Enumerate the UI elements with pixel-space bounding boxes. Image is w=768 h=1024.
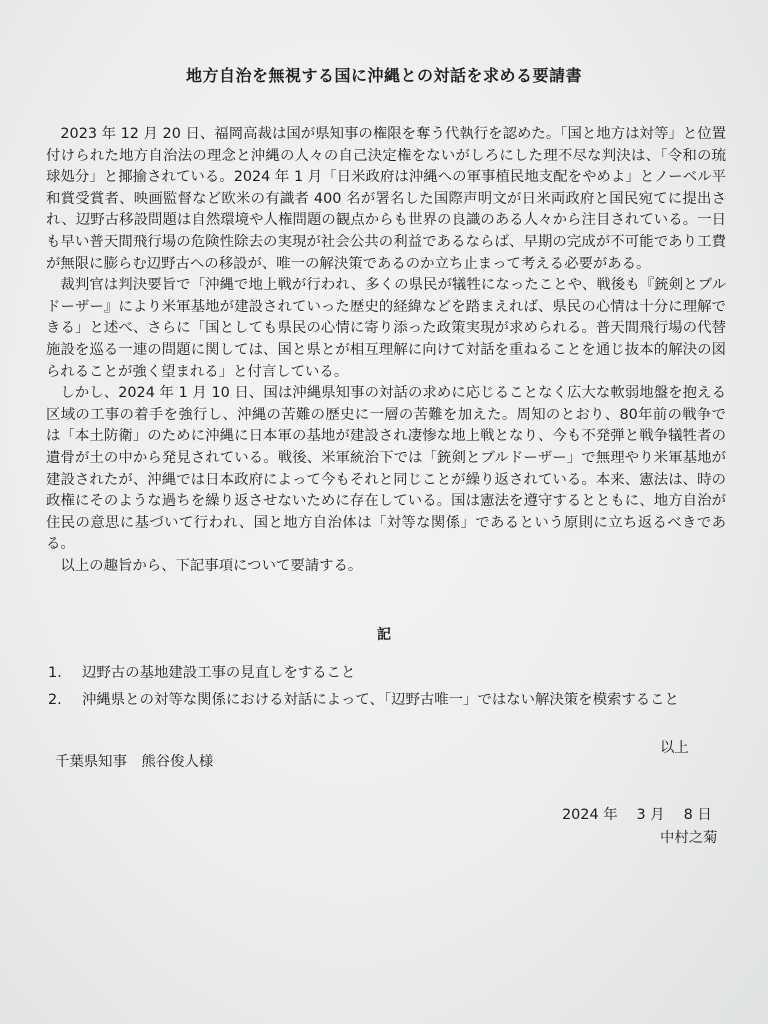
request-item [48, 660, 738, 687]
body-paragraph-3: しかし、2024 年 1 月 10 日、国は沖縄県知事の対話の求めに応じることなく広大な軟弱地盤を抱える区域の工事の着手を強行し、沖縄の苦難の歴史に一層の苦難を加えた。周知のとおり、80年前の戦争では「本土防衛」のために沖縄に日本軍の基地が建設され凄惨な地上戦となり、今も不発弾と戦争犠牲者の遺骨が土の中から発見されている。戦後、米軍統治下では「銃剣とブルドーザー」で無理やり米軍基地が建設されたが、沖縄では日本政府によって今もそれと同じことが繰り返されている。本来、憲法は、時の政権にそのような過ちを繰り返させないために存在している。国は憲法を遵守するとともに、地方自治が住民の意思に基づいて行われ、国と地方自治体は「対等な関係」であるという原則に立ち返るべきである。 [46, 385, 726, 553]
document-title: 地方自治を無視する国に沖縄との対話を求める要請書 [185, 66, 582, 85]
document-body [46, 124, 726, 577]
closing-ijou: 以上 [660, 740, 689, 756]
body-paragraph-1: 2023 年 12 月 20 日、福岡高裁は国が県知事の権限を奪う代執行を認めた。「国と地方は対等」と位置付けられた地方自治法の理念と沖縄の人々の自己決定権をないがしろにした理不尽な判決は、「令和の琉球処分」と揶揄されている。2024 年 1 月「日米政府は沖縄への軍事植民地支配をやめよ」とノーベル平和賞受賞者、映画監督など欧米の有識者 400 名が署名した国際声明文が日米両政府と国民宛てに提出され、辺野古移設問題は自然環境や人権問題の観点からも世界の良識のある人々から注目されている。一日も早い普天間飛行場の危険性除去の実現が社会公共の利益であるならば、早期の完成が不可能であり工費が無限に膨らむ辺野古への移設が、唯一の解決策であるのか立ち止まって考える必要がある。 [46, 126, 726, 272]
ki-heading: 記 [377, 627, 391, 643]
request-item [48, 687, 738, 714]
addressee: 千葉県知事 熊谷俊人様 [55, 754, 214, 770]
author-name: 中村之菊 [660, 830, 718, 846]
request-items-list [48, 660, 738, 714]
body-paragraph-2: 裁判官は判決要旨で「沖縄で地上戦が行われ、多くの県民が犠牲になったことや、戦後も『銃剣とブルドーザー』により米軍基地が建設されていった歴史的経緯などを踏まえれば、県民の心情は十分に理解できる」と述べ、さらに「国としても県民の心情に寄り添った政策実現が求められる。普天間飛行場の代替施設を巡る一連の問題に関しては、国と県とが相互理解に向けて対話を重ねることを通じ抜本的解決の図られることが強く望まれる」と付言している。 [46, 277, 726, 380]
request-item-number: 1. [48, 665, 62, 681]
document-date: 2024 年 3 月 8 日 [562, 807, 712, 823]
request-item-text: 辺野古の基地建設工事の見直しをすること [82, 665, 356, 681]
request-item-number: 2. [48, 692, 62, 708]
body-paragraph-4: 以上の趣旨から、下記事項について要請する。 [60, 557, 363, 574]
request-item-text: 沖縄県との対等な関係における対話によって、「辺野古唯一」ではない解決策を模索すること [82, 692, 679, 708]
